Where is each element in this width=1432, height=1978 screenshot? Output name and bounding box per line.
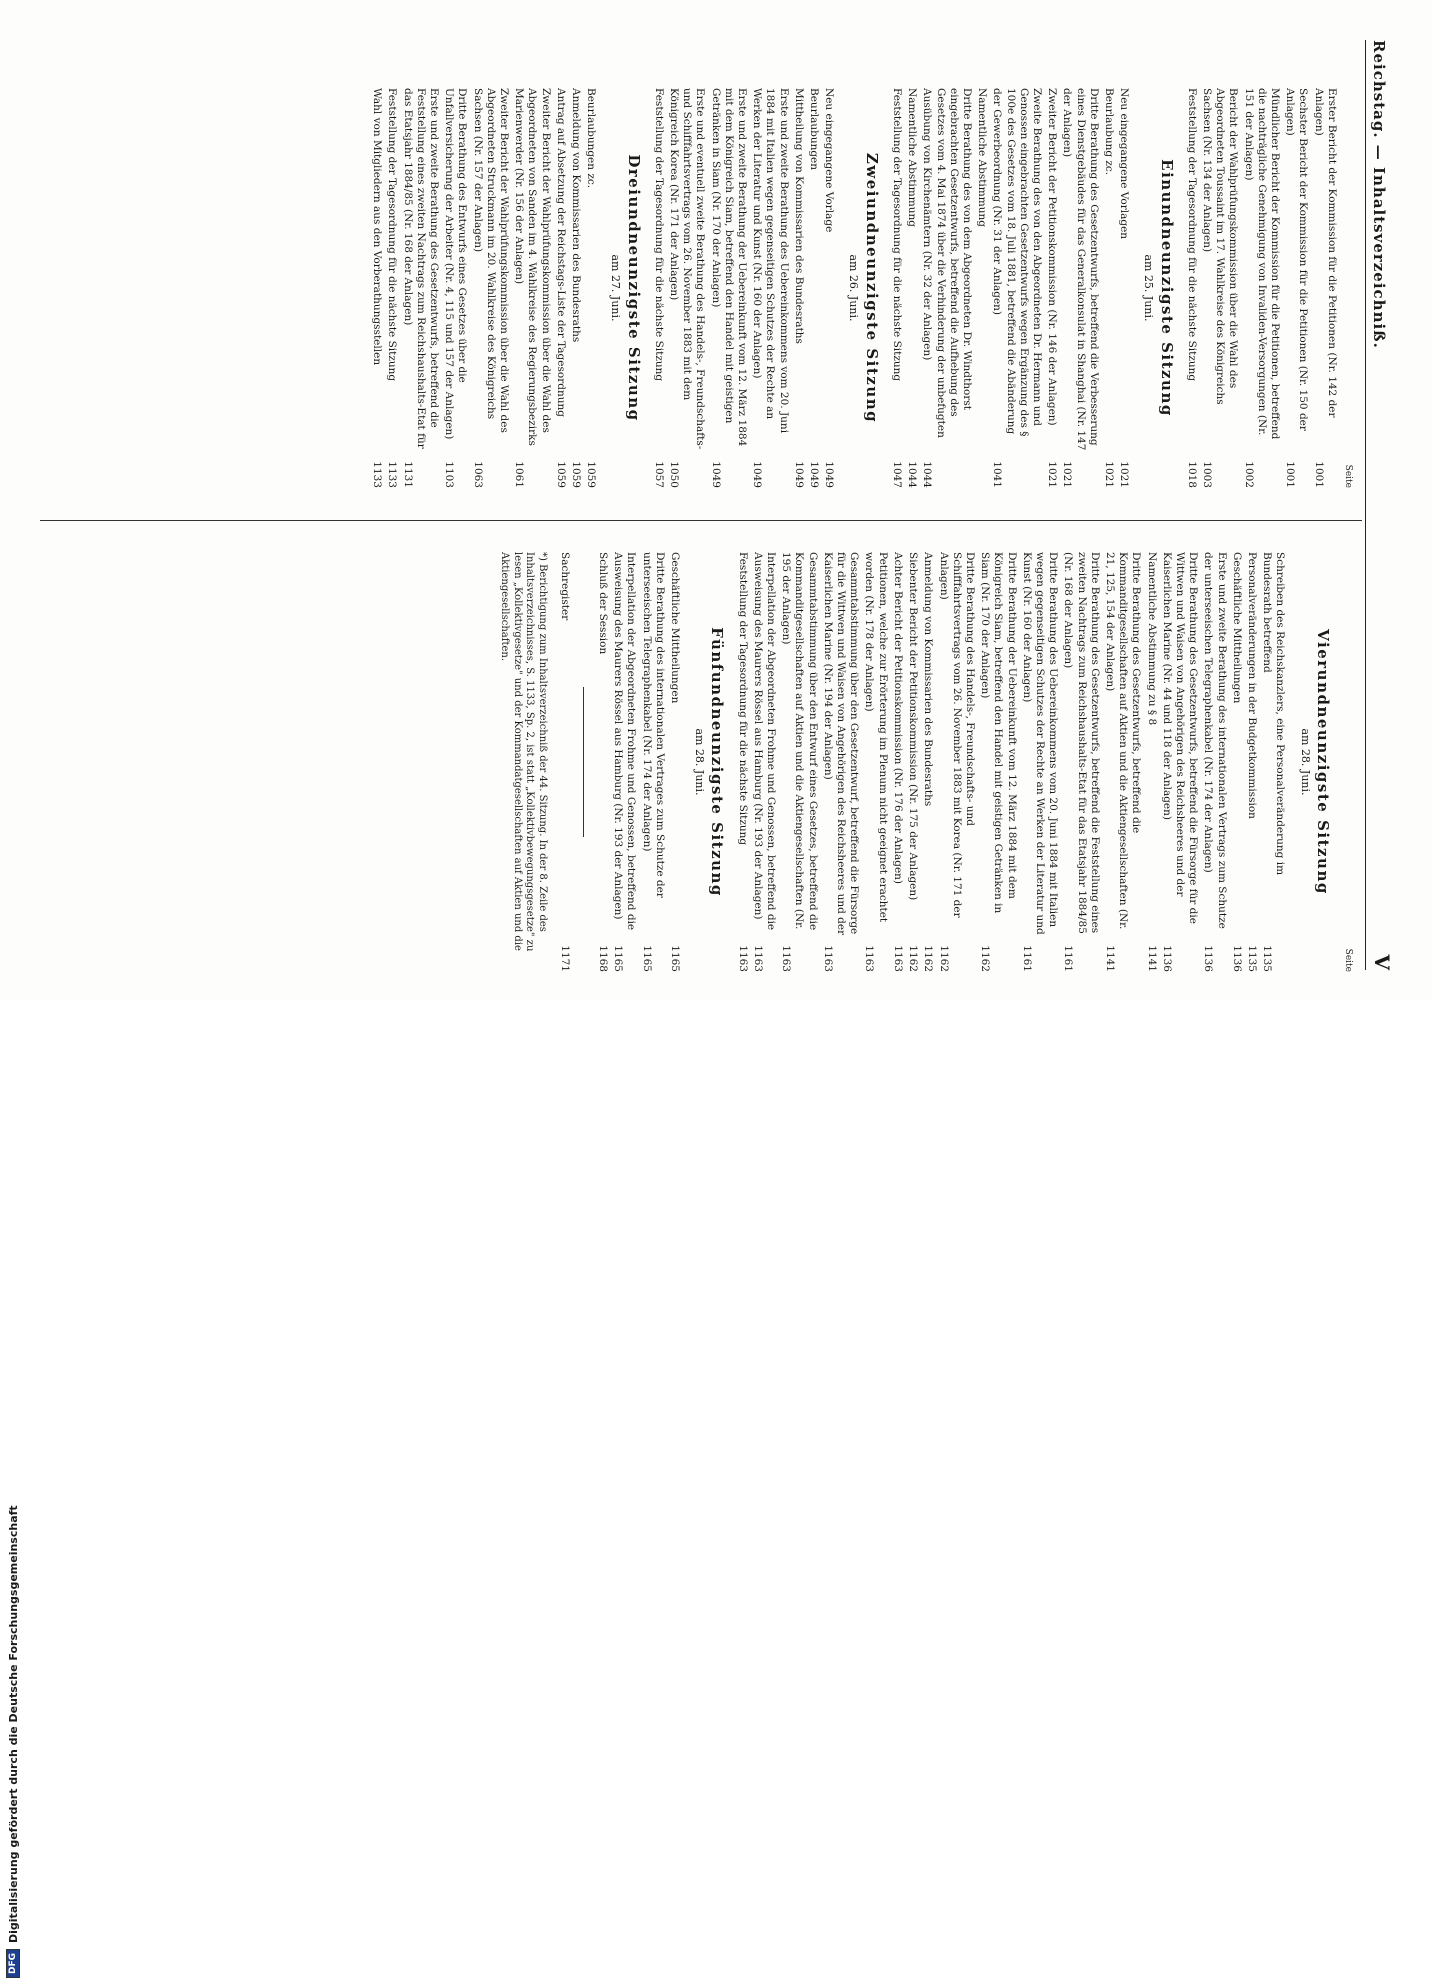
toc-entry bbox=[442, 88, 468, 488]
entry-page: 1162 bbox=[979, 945, 992, 972]
toc-entry bbox=[584, 88, 597, 488]
entry-text: Namentliche Abstimmung bbox=[906, 88, 919, 227]
toc-entry bbox=[990, 88, 1043, 488]
section-title: Dreiundneunzigste Sitzung bbox=[624, 154, 643, 422]
entry-page: 1061 bbox=[513, 461, 526, 488]
left-column bbox=[40, 88, 1354, 488]
entry-page: 1041 bbox=[991, 461, 1004, 488]
entry-text: Sechster Bericht der Kommission für die Petitionen (Nr. 150 der Anlagen) bbox=[1284, 88, 1310, 431]
entry-page: 1165 bbox=[669, 945, 682, 972]
entry-text: Schreiben des Reichskanzlers, eine Personalveränderung im Bundesrath betreffend bbox=[1261, 552, 1287, 876]
toc-entry bbox=[708, 88, 748, 488]
entry-text: Dritte Berathung des von dem Abgeordneten Dr. Windthorst eingebrachten Gesetzentwurfs, betreffend die Aufhebung des Gesetzes vom 4. Mai 1874 über die Verhinderung der unbefugten Ausübung von Kirchenämtern (Nr. 32 der Anlagen) bbox=[921, 88, 973, 438]
toc-entry bbox=[890, 88, 903, 488]
entry-page: 1103 bbox=[443, 461, 456, 488]
entry-text: Beurlaubungen bbox=[808, 88, 821, 171]
toc-entry bbox=[921, 552, 934, 972]
entry-page: 1136 bbox=[1230, 945, 1243, 972]
section-title: Vierundneunzigste Sitzung bbox=[1313, 629, 1332, 895]
entry-page: 1059 bbox=[554, 461, 567, 488]
entry-text: Gesammtabstimmung über den Gesetzentwurf, betreffend die Fürsorge für die Wittwen und Waisen von Angehörigen des Reichsheeres und der Kaiserlichen Marine (Nr. 194 der Anlagen) bbox=[821, 552, 861, 936]
entry-text: Interpellation der Abgeordneten Frohme und Genossen, betreffend die Ausweisung des Maurers Rössel aus Hamburg (Nr. 193 der Anlagen) bbox=[612, 552, 638, 931]
toc-entry bbox=[920, 88, 973, 488]
section-title: Einundneunzigste Sitzung bbox=[1157, 159, 1176, 417]
entry-page: 1001 bbox=[1284, 461, 1297, 488]
entry-page: 1163 bbox=[821, 945, 834, 972]
entry-page: 1044 bbox=[906, 461, 919, 488]
entry-text: Dritte Berathung des Gesetzentwurfs, betreffend die Feststellung eines zweiten Nachtrags zum Reichshaushalts-Etat für das Etatsjahr 1884/85 (Nr. 168 der Anlagen) bbox=[1062, 552, 1101, 934]
toc-entry bbox=[400, 88, 440, 488]
toc-entry bbox=[1241, 88, 1281, 488]
toc-entry bbox=[558, 552, 571, 972]
entry-text: Zweiter Bericht der Petitionskommission (Nr. 146 der Anlagen) bbox=[1046, 88, 1059, 426]
section-date: am 28. Juni. bbox=[693, 728, 707, 796]
entry-text: Anmeldung von Kommissarien des Bundesraths bbox=[922, 552, 935, 807]
entry-text: Petitionen, welche zur Erörterung im Plenum nicht geeignet erachtet worden (Nr. 178 der Anlagen) bbox=[863, 552, 889, 923]
toc-entry bbox=[569, 88, 582, 488]
toc-entry bbox=[891, 552, 904, 972]
entry-text: Dritte Berathung des Entwurfs eines Gesetzes über die Unfallversicherung der Arbeiter (Nr. 4, 115 und 157 der Anlagen) bbox=[443, 88, 469, 440]
toc-entry bbox=[750, 88, 790, 488]
entry-text: Mündlicher Bericht der Kommission für die Petitionen, betreffend die nachträgliche Genehmigung von Invaliden-Versorgungen (Nr. 151 der Anlagen) bbox=[1242, 88, 1281, 440]
toc-entry bbox=[554, 88, 567, 488]
entry-page: 1163 bbox=[780, 945, 793, 972]
toc-entry bbox=[1103, 552, 1143, 972]
entry-page: 1141 bbox=[1103, 945, 1116, 972]
entry-text: Erster Bericht der Kommission für die Petitionen (Nr. 142 der Anlagen) bbox=[1312, 88, 1338, 418]
toc-entry bbox=[639, 552, 665, 972]
entry-page: 1133 bbox=[371, 461, 384, 488]
entry-page: 1021 bbox=[1102, 461, 1115, 488]
toc-entry bbox=[370, 88, 383, 488]
entry-page: 1136 bbox=[1202, 945, 1215, 972]
running-title: Reichstag. — Inhaltsverzeichniß. bbox=[1370, 40, 1388, 349]
toc-entry bbox=[1185, 88, 1198, 488]
entry-text: Dritte Berathung des Gesetzentwurfs, betreffend die Verbesserung eines Dienstgebäudes für das Generalkonsulat in Shanghai (Nr. 147 der Anlagen) bbox=[1061, 88, 1100, 451]
entry-text: Personalveränderungen in der Budgetkommission bbox=[1245, 552, 1258, 819]
entry-page: 1049 bbox=[709, 461, 722, 488]
toc-entry bbox=[667, 88, 707, 488]
entry-text: Geschäftliche Mittheilungen bbox=[1230, 552, 1243, 704]
entry-text: Dritte Berathung des Handels-, Freundschafts- und Schifffahrtsvertrags vom 26. November 1883 mit Korea (Nr. 171 der Anlagen) bbox=[937, 552, 976, 918]
entry-page: 1165 bbox=[640, 945, 653, 972]
entry-page: 1049 bbox=[751, 461, 764, 488]
entry-text: Feststellung der Tagesordnung für die nächste Sitzung bbox=[736, 552, 749, 846]
entry-text: Dritte Berathung des Gesetzentwurfs, betreffend die Fürsorge für die Wittwen und Waisen von Angehörigen des Reichsheeres und der Kaiserlichen Marine (Nr. 44 und 118 der Anlagen) bbox=[1160, 552, 1200, 924]
entry-text: Feststellung der Tagesordnung für die nächste Sitzung bbox=[890, 88, 903, 382]
toc-entry bbox=[611, 552, 637, 972]
entry-text: Feststellung der Tagesordnung für die nächste Sitzung bbox=[386, 88, 399, 382]
left-sections bbox=[370, 88, 1176, 488]
toc-entry bbox=[668, 552, 681, 972]
entry-text: Sachregister bbox=[558, 552, 571, 621]
toc-entry bbox=[936, 552, 976, 972]
toc-entry bbox=[822, 88, 835, 488]
section-date: am 27. Juni. bbox=[609, 254, 623, 322]
entry-page: 1018 bbox=[1185, 461, 1198, 488]
page-header bbox=[1370, 40, 1410, 970]
toc-entry bbox=[512, 88, 552, 488]
entry-text: Anmeldung von Kommissarien des Bundesraths bbox=[570, 88, 583, 343]
entry-page: 1001 bbox=[1312, 461, 1325, 488]
footnote: *) Berichtigung zum Inhaltsverzeichniß der 44. Sitzung. In der 8. Zeile des Inhaltsverzeichnisses, S. 1133, Sp. 2, ist statt „Kollektivbewegungsgesetze" zu lesen „Kollektivgesetze" und der Kommandatgesellschaften auf Aktien und die Aktiengesellschaften. bbox=[499, 552, 548, 952]
toc-entry bbox=[1245, 552, 1258, 972]
entry-page: 1002 bbox=[1242, 461, 1255, 488]
register-entries bbox=[558, 552, 571, 972]
entry-text: Bericht der Wahlprüfungskommission über die Wahl des Abgeordneten Toussaint im 17. Wahlkreise des Königreichs Sachsen (Nr. 134 der Anlagen) bbox=[1200, 88, 1240, 405]
entry-text: Dritte Berathung des Uebereinkommens vom 20. Juni 1884 mit Italien wegen gegenseitigen Schutzes der Rechte an Werken der Literatur und Kunst (Nr. 160 der Anlagen) bbox=[1020, 552, 1060, 935]
entry-text: Dritte Berathung des internationalen Vertrages zum Schutze der unterseeischen Telegraphenkabel (Nr. 174 der Anlagen) bbox=[640, 552, 666, 898]
entry-page: 1059 bbox=[570, 461, 583, 488]
section-date: am 26. Juni. bbox=[847, 254, 861, 322]
toc-entry bbox=[821, 552, 861, 972]
toc-entry bbox=[470, 88, 510, 488]
entry-text: Neu eingegangene Vorlage bbox=[823, 88, 836, 233]
toc-entry bbox=[1144, 552, 1157, 972]
toc-entry bbox=[978, 552, 1018, 972]
entry-text: Gesammtabstimmung über den Entwurf eines Gesetzes, betreffend die Kommanditgesellschaften auf Aktien und die Aktiengesellschaften (Nr. 195 der Anlagen) bbox=[780, 552, 819, 931]
entry-text: Interpellation der Abgeordneten Frohme und Genossen, betreffend die Ausweisung des Maurers Rössel aus Hamburg (Nr. 193 der Anlagen) bbox=[751, 552, 778, 931]
entry-page: 1044 bbox=[921, 461, 934, 488]
entry-text: Zweiter Bericht der Wahlprüfungskommission über die Wahl des Abgeordneten Struckmann im 20. Wahlkreise des Königreichs Sachsen (Nr. 157 der Anlagen) bbox=[471, 88, 511, 433]
entry-page: 1161 bbox=[1062, 945, 1075, 972]
toc-entry bbox=[1117, 88, 1130, 488]
toc-entry bbox=[652, 88, 665, 488]
entry-page: 1165 bbox=[612, 945, 625, 972]
section-rule bbox=[583, 687, 584, 837]
entry-text: Erste und eventuell zweite Berathung des Handels-, Freundschafts- und Schifffahrtsvertrags vom 26. November 1883 mit dem Königreich Korea (Nr. 171 der Anlagen) bbox=[668, 88, 707, 450]
digitization-credit bbox=[2, 978, 24, 1978]
toc-entry bbox=[862, 552, 888, 972]
entry-page: 1049 bbox=[792, 461, 805, 488]
entry-text: Erste und zweite Berathung des Uebereinkommens vom 20. Juni 1884 mit Italien wegen gegenseitigen Schutzes der Rechte an Werken der Literatur und Kunst (Nr. 160 der Anlagen) bbox=[751, 88, 790, 434]
toc-entry bbox=[751, 552, 777, 972]
credit-text: Digitalisierung gefördert durch die Deutsche Forschungsgemeinschaft bbox=[6, 1505, 20, 1943]
entry-text: Feststellung der Tagesordnung für die nächste Sitzung bbox=[652, 88, 665, 382]
entry-text: Namentliche Abstimmung bbox=[976, 88, 989, 227]
seite-label: Seite bbox=[1343, 464, 1353, 488]
toc-entry bbox=[1160, 552, 1200, 972]
toc-entry bbox=[1283, 88, 1309, 488]
entry-page: 1135 bbox=[1245, 945, 1258, 972]
toc-entry bbox=[1201, 552, 1227, 972]
toc-entry bbox=[779, 552, 819, 972]
entry-text: Zweite Berathung des von den Abgeordneten Dr. Hermann und Genossen eingebrachten Gesetzentwurfs wegen Ergänzung des § 100e des Gesetzes vom 18. Juli 1881, betreffend die Abänderung der Gewerbeordnung (Nr. 31 der Anlagen) bbox=[991, 88, 1043, 437]
entry-page: 1168 bbox=[597, 945, 610, 972]
toc-entry bbox=[1311, 88, 1337, 488]
toc-entry bbox=[906, 552, 919, 972]
entry-text: Beurlaubung zc. bbox=[1102, 88, 1115, 176]
entry-page: 1003 bbox=[1200, 461, 1213, 488]
toc-entry bbox=[1061, 552, 1101, 972]
entry-page: 1162 bbox=[922, 945, 935, 972]
entry-text: Erste und zweite Berathung der Uebereinkunft vom 12. März 1884 mit dem Königreich Siam, betreffend den Handel mit geistigen Getränken in Siam (Nr. 170 der Anlagen) bbox=[709, 88, 749, 447]
right-column bbox=[40, 552, 1354, 972]
section-title: Fünfundneunzigste Sitzung bbox=[708, 627, 727, 897]
entry-text: Zweiter Bericht der Wahlprüfungskommission über die Wahl des Abgeordneten von Sanden im 4. Wahlkreise des Regierungsbezirks Marienwerder (Nr. 156 der Anlagen) bbox=[513, 88, 552, 446]
right-sections bbox=[596, 552, 1332, 972]
entry-page: 1171 bbox=[558, 945, 571, 972]
entry-text: Namentliche Abstimmung zu § 8 bbox=[1145, 552, 1158, 726]
entry-page: 1021 bbox=[1118, 461, 1131, 488]
entry-page: 1163 bbox=[863, 945, 876, 972]
toc-entry bbox=[1020, 552, 1060, 972]
section-date: am 28. Juni. bbox=[1298, 728, 1312, 796]
entry-page: 1136 bbox=[1160, 945, 1173, 972]
entry-page: 1162 bbox=[937, 945, 950, 972]
seite-label-right: Seite bbox=[1343, 948, 1353, 972]
entry-text: Geschäftliche Mittheilungen bbox=[669, 552, 682, 704]
entry-page: 1050 bbox=[668, 461, 681, 488]
entry-page: 1131 bbox=[401, 461, 414, 488]
toc-entry bbox=[1260, 552, 1286, 972]
entry-page: 1163 bbox=[736, 945, 749, 972]
section-date: am 25. Juni. bbox=[1142, 254, 1156, 322]
toc-entry bbox=[975, 88, 988, 488]
entry-page: 1049 bbox=[823, 461, 836, 488]
entry-page: 1049 bbox=[808, 461, 821, 488]
entry-text: Mittheilung von Kommissarien des Bundesraths bbox=[792, 88, 805, 344]
entry-text: Erste und zweite Berathung des internationalen Vertrags zum Schutze der unterseeischen Telegraphenkabel (Nr. 174 der Anlagen) bbox=[1202, 552, 1228, 929]
entry-page: 1161 bbox=[1020, 945, 1033, 972]
entry-text: Feststellung der Tagesordnung für die nächste Sitzung bbox=[1185, 88, 1198, 382]
entry-text: Dritte Berathung des Gesetzentwurfs, betreffend die Kommanditgesellschaften auf Aktien und die Aktiengesellschaften (Nr. 21, 125, 154 der Anlagen) bbox=[1103, 552, 1143, 930]
entry-text: Wahl von Mitgliedern aus den Vorberathungsstellen bbox=[371, 88, 384, 366]
entry-page: 1047 bbox=[890, 461, 903, 488]
entry-text: Neu eingegangene Vorlagen bbox=[1118, 88, 1131, 240]
entry-text: Antrag auf Absetzung der Reichstags-Liste der Tagesordnung bbox=[554, 88, 567, 417]
page-number: V bbox=[1370, 954, 1394, 970]
toc-entry bbox=[792, 88, 805, 488]
entry-text: Erste und zweite Berathung des Gesetzentwurfs, betreffend die Feststellung eines zweiten Nachtrags zum Reichshaushalts-Etat für das Etatsjahr 1884/85 (Nr. 168 der Anlagen) bbox=[401, 88, 441, 449]
entry-text: Schluß der Session bbox=[597, 552, 610, 655]
entry-page: 1163 bbox=[751, 945, 764, 972]
toc-entry bbox=[807, 88, 820, 488]
entry-page: 1163 bbox=[891, 945, 904, 972]
entry-text: Dritte Berathung der Uebereinkunft vom 12. März 1884 mit dem Königreich Siam, betreffend den Handel mit geistigen Getränken in Siam (Nr. 170 der Anlagen) bbox=[979, 552, 1018, 914]
header-rule bbox=[1365, 40, 1366, 970]
entry-page: 1063 bbox=[471, 461, 484, 488]
section-title: Zweiundneunzigste Sitzung bbox=[862, 152, 881, 424]
entry-text: Beurlaubungen zc. bbox=[585, 88, 598, 189]
entry-text: Achter Bericht der Petitionskommission (Nr. 176 der Anlagen) bbox=[891, 552, 904, 885]
intro-entries bbox=[1185, 88, 1338, 488]
toc-entry bbox=[596, 552, 609, 972]
entry-page: 1059 bbox=[585, 461, 598, 488]
toc-entry bbox=[1200, 88, 1240, 488]
entry-page: 1133 bbox=[386, 461, 399, 488]
entry-page: 1021 bbox=[1046, 461, 1059, 488]
toc-entry bbox=[385, 88, 398, 488]
toc-entry bbox=[735, 552, 748, 972]
dfg-logo: DFG bbox=[6, 1949, 20, 1978]
entry-page: 1162 bbox=[907, 945, 920, 972]
toc-entry bbox=[1045, 88, 1058, 488]
toc-entry bbox=[1060, 88, 1100, 488]
toc-entry bbox=[1102, 88, 1115, 488]
toc-entry bbox=[905, 88, 918, 488]
column-divider bbox=[40, 520, 1362, 521]
entry-page: 1021 bbox=[1061, 461, 1074, 488]
entry-page: 1141 bbox=[1145, 945, 1158, 972]
entry-page: 1135 bbox=[1261, 945, 1274, 972]
entry-page: 1057 bbox=[652, 461, 665, 488]
entry-text: Siebenter Bericht der Petitionskommission (Nr. 175 der Anlagen) bbox=[907, 552, 920, 901]
toc-entry bbox=[1230, 552, 1243, 972]
